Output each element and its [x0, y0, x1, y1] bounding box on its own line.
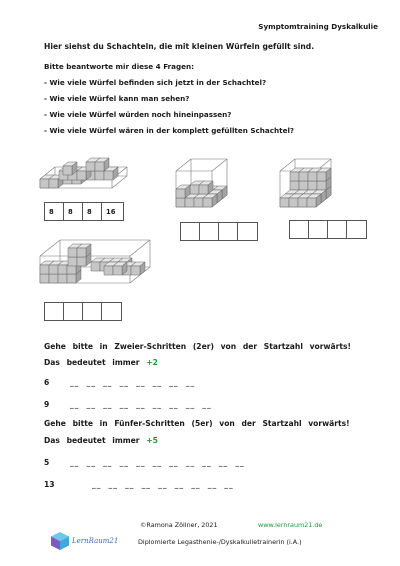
logo-cube-icon — [50, 531, 70, 551]
cube-front-face — [131, 266, 140, 275]
cube-front-face — [199, 185, 208, 194]
cube-front-face — [308, 181, 317, 190]
cube-front-face — [58, 265, 67, 274]
answer-blanks[interactable]: __ __ __ __ __ __ __ __ __ — [92, 480, 234, 489]
logo-text: LernRaum21 — [72, 537, 119, 545]
cube-front-face — [40, 265, 49, 274]
step-value: +2 — [146, 358, 158, 367]
answer-cell[interactable] — [45, 303, 64, 320]
cube-front-face — [298, 198, 307, 207]
box-edge — [212, 159, 227, 171]
cube-front-face — [104, 266, 113, 275]
answer-boxes-1 — [44, 202, 124, 221]
cube-front-face — [307, 198, 316, 207]
task-1-meaning — [44, 358, 158, 367]
task-2-meaning — [44, 436, 158, 445]
cube-front-face — [317, 181, 326, 190]
question-4: - Wie viele Würfel wären in der komplett gefüllten Schachtel? — [44, 126, 295, 135]
answer-boxes-4 — [44, 302, 122, 321]
cube-front-face — [104, 171, 113, 180]
answer-cell[interactable] — [290, 221, 309, 238]
cube-box-illustration-2 — [172, 150, 244, 215]
answer-cell[interactable] — [64, 303, 83, 320]
intro-text: Hier siehst du Schachteln, die mit kleinen Würfeln gefüllt sind. — [44, 42, 315, 51]
cube-box-illustration-4 — [36, 226, 164, 296]
cube-front-face — [68, 248, 77, 257]
question-1: - Wie viele Würfel befinden sich jetzt in der Schachtel? — [44, 78, 267, 87]
cube-front-face — [77, 171, 86, 180]
start-number: 13 — [44, 480, 55, 489]
step-value: +5 — [146, 436, 158, 445]
task-1-instruction: Gehe bitte in Zweier-Schritten (2er) von der Startzahl vorwärts! — [44, 342, 351, 351]
website-link[interactable]: www.lernraum21.de — [258, 521, 323, 529]
cubes — [176, 159, 227, 207]
answer-blanks[interactable]: __ __ __ __ __ __ __ __ — [70, 378, 196, 387]
cubes — [40, 240, 150, 283]
answer-cell[interactable] — [309, 221, 328, 238]
answer-cell[interactable] — [219, 223, 238, 240]
cube-front-face — [49, 274, 58, 283]
cube-box-illustration-1 — [36, 145, 136, 195]
answer-boxes-2 — [180, 222, 258, 241]
lernraum-logo — [50, 531, 120, 553]
cube-front-face — [67, 274, 76, 283]
answer-cell[interactable] — [328, 221, 347, 238]
box-edge — [130, 240, 150, 256]
answer-cell[interactable]: 8 — [83, 203, 102, 220]
cube-front-face — [95, 162, 104, 171]
cube-front-face — [40, 179, 49, 188]
cube-front-face — [49, 265, 58, 274]
cube-front-face — [290, 172, 299, 181]
start-number: 5 — [44, 458, 50, 467]
cube-box-illustration-3 — [276, 150, 348, 215]
cube-front-face — [290, 181, 299, 190]
cube-front-face — [194, 198, 203, 207]
box-edge — [280, 159, 295, 171]
cubes — [280, 159, 331, 207]
task-2-instruction: Gehe bitte in Fünfer-Schritten (5er) von der Startzahl vorwärts! — [44, 419, 350, 428]
cube-front-face — [289, 198, 298, 207]
answer-cell[interactable]: 8 — [64, 203, 83, 220]
answer-boxes-3 — [289, 220, 367, 239]
copyright-text: ©Ramona Zöllner, 2021 — [140, 521, 218, 529]
cube-front-face — [190, 185, 199, 194]
cube-front-face — [77, 248, 86, 257]
cube-front-face — [91, 262, 100, 271]
cubes — [40, 158, 127, 188]
answer-cell[interactable] — [83, 303, 102, 320]
cube-front-face — [77, 257, 86, 266]
cube-front-face — [63, 166, 72, 175]
question-2: - Wie viele Würfel kann man sehen? — [44, 94, 190, 103]
cube-front-face — [185, 198, 194, 207]
cube-front-face — [68, 257, 77, 266]
box-edge — [40, 240, 60, 256]
cube-front-face — [176, 198, 185, 207]
answer-cell[interactable] — [181, 223, 200, 240]
cube-front-face — [40, 274, 49, 283]
start-number: 6 — [44, 378, 50, 387]
answer-blanks[interactable]: __ __ __ __ __ __ __ __ __ — [70, 400, 212, 409]
cube-front-face — [95, 171, 104, 180]
meaning-label: Das bedeutet immer — [44, 436, 140, 445]
cube-front-face — [67, 265, 76, 274]
answer-cell[interactable] — [347, 221, 366, 238]
cube-front-face — [176, 189, 185, 198]
cube-front-face — [308, 172, 317, 181]
cube-front-face — [203, 198, 212, 207]
answer-cell[interactable]: 16 — [106, 207, 116, 216]
cube-front-face — [58, 274, 67, 283]
answer-cell[interactable] — [200, 223, 219, 240]
start-number: 9 — [44, 400, 50, 409]
cube-front-face — [280, 198, 289, 207]
cube-front-face — [49, 179, 58, 188]
answer-cell[interactable] — [238, 223, 257, 240]
meaning-label: Das bedeutet immer — [44, 358, 140, 367]
footer-subtitle: Diplomierte Legasthenie-/Dyskalkulietrainerin (i.A.) — [138, 538, 302, 546]
cube-front-face — [317, 172, 326, 181]
box-edge — [176, 159, 191, 171]
instructions-text: Bitte beantworte mir diese 4 Fragen: — [44, 62, 195, 71]
cube-front-face — [86, 162, 95, 171]
cube-front-face — [299, 172, 308, 181]
cube-front-face — [299, 181, 308, 190]
question-3: - Wie viele Würfel würden noch hineinpassen? — [44, 110, 232, 119]
document-header: Symptomtraining Dyskalkulie — [258, 22, 378, 31]
answer-cell[interactable]: 8 — [45, 203, 64, 220]
answer-cell[interactable] — [102, 303, 121, 320]
cube-front-face — [113, 266, 122, 275]
answer-blanks[interactable]: __ __ __ __ __ __ __ __ __ __ __ — [70, 458, 245, 467]
